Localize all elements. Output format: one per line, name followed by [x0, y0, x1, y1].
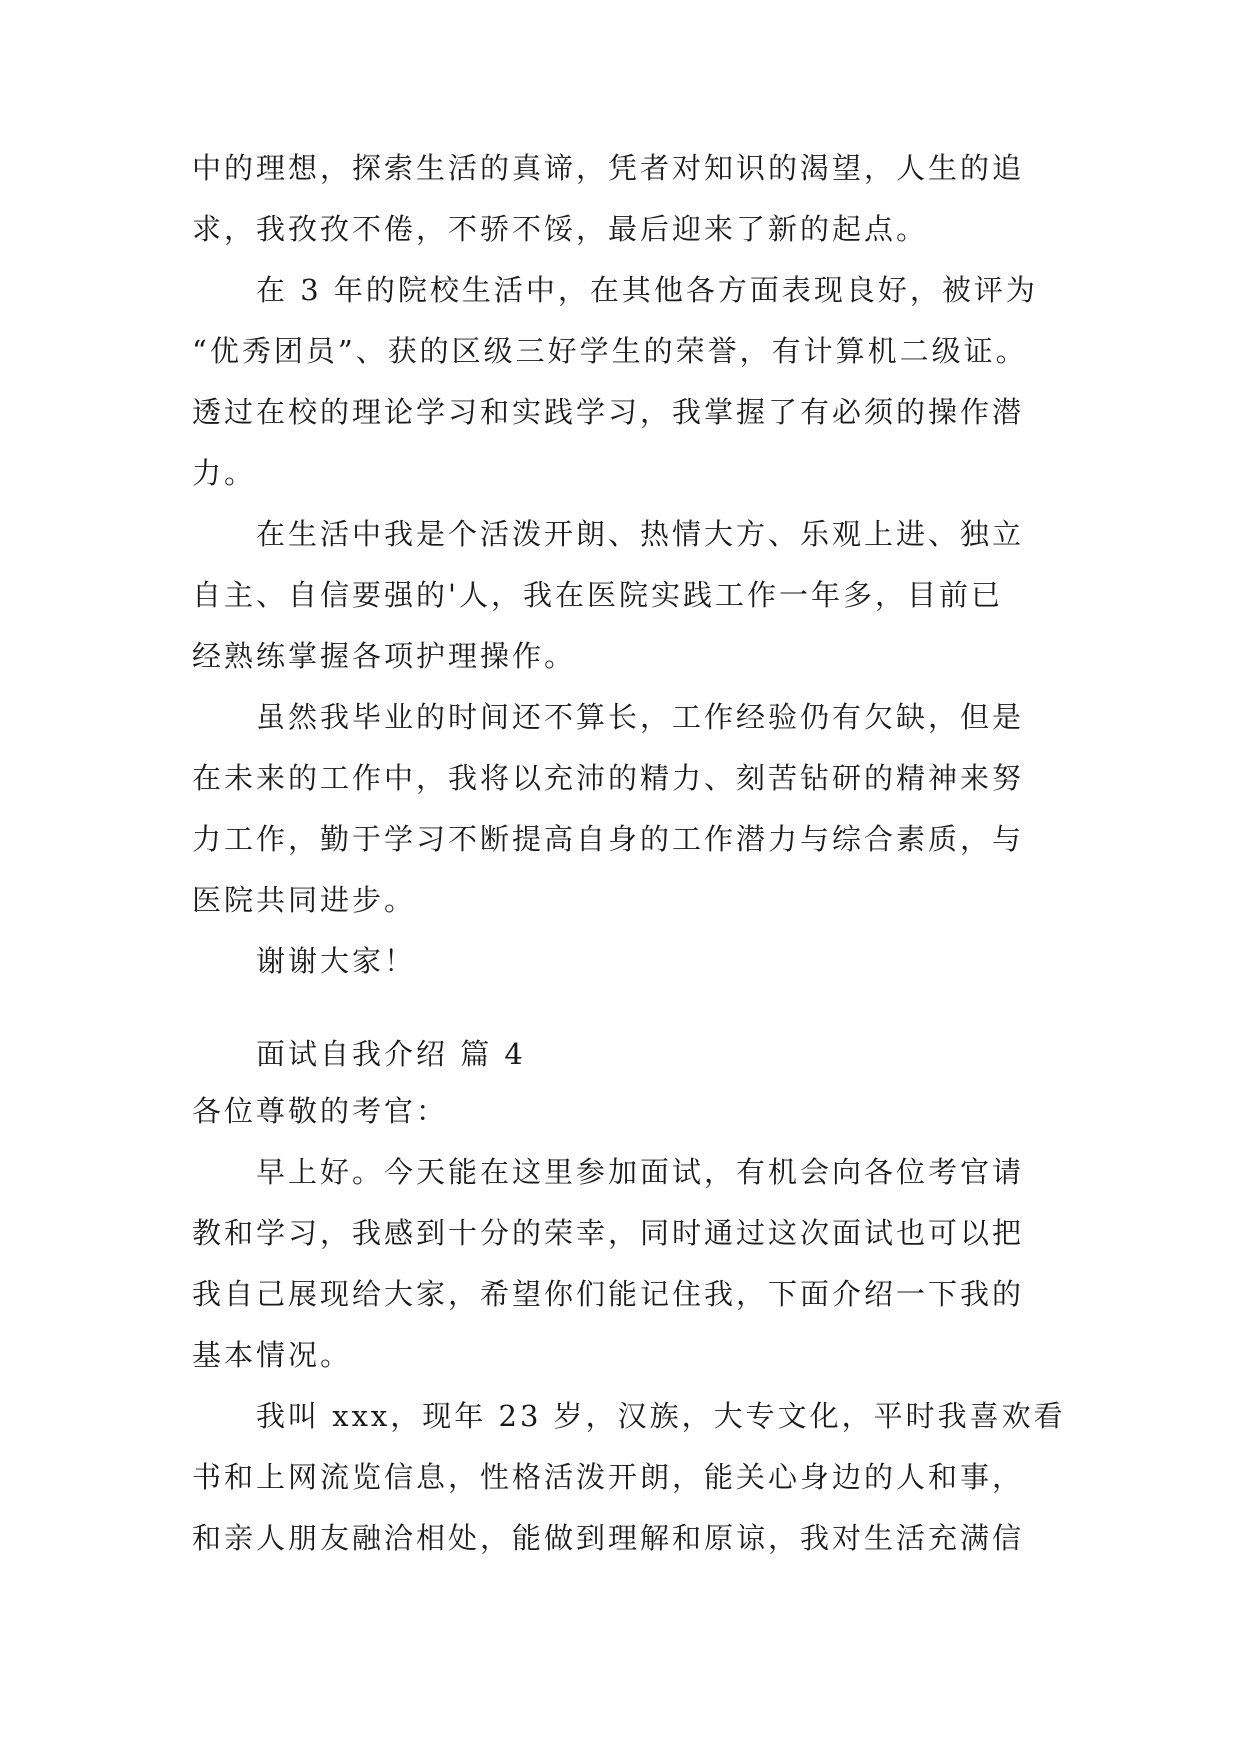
- text-line: 在 3 年的院校生活中，在其他各方面表现良好，被评为: [256, 273, 1038, 307]
- text-line: 早上好。今天能在这里参加面试，有机会向各位考官请: [256, 1155, 1025, 1189]
- text-line: 在未来的工作中，我将以充沛的精力、刻苦钻研的精神来努: [192, 761, 1025, 795]
- section-title: 面试自我介绍 篇 4: [256, 1037, 526, 1071]
- text-line: 透过在校的理论学习和实践学习，我掌握了有必须的操作潜: [192, 395, 1025, 429]
- text-block-top: [192, 138, 1072, 992]
- text-line: 各位尊敬的考官：: [192, 1094, 449, 1128]
- text-line: 谢谢大家！: [256, 944, 417, 978]
- text-line: 我叫 xxx，现年 23 岁，汉族，大专文化，平时我喜欢看: [256, 1399, 1066, 1433]
- section-title-block: [192, 1024, 1072, 1085]
- text-line: 虽然我毕业的时间还不算长，工作经验仍有欠缺，但是: [256, 700, 1025, 734]
- text-line: 经熟练掌握各项护理操作。: [192, 639, 577, 673]
- text-line: 力工作，勤于学习不断提高自身的工作潜力与综合素质，与: [192, 822, 1025, 856]
- text-block-bottom: [192, 1081, 1072, 1569]
- text-line: 在生活中我是个活泼开朗、热情大方、乐观上进、独立: [256, 517, 1025, 551]
- text-line: 书和上网流览信息，性格活泼开朗，能关心身边的人和事，: [192, 1460, 1025, 1494]
- text-line: 医院共同进步。: [192, 883, 417, 917]
- text-line: 中的理想，探索生活的真谛，凭者对知识的渴望，人生的追: [192, 151, 1025, 185]
- text-line: 求，我孜孜不倦，不骄不馁，最后迎来了新的起点。: [192, 212, 929, 246]
- text-line: 自主、自信要强的'人，我在医院实践工作一年多，目前已: [192, 578, 1003, 612]
- text-line: 我自己展现给大家，希望你们能记住我，下面介绍一下我的: [192, 1277, 1025, 1311]
- text-line: “优秀团员”、获的区级三好学生的荣誉，有计算机二级证。: [192, 334, 1028, 368]
- text-line: 基本情况。: [192, 1338, 353, 1372]
- text-line: 和亲人朋友融洽相处，能做到理解和原谅，我对生活充满信: [192, 1521, 1025, 1555]
- text-line: 教和学习，我感到十分的荣幸，同时通过这次面试也可以把: [192, 1216, 1025, 1250]
- text-line: 力。: [192, 456, 257, 490]
